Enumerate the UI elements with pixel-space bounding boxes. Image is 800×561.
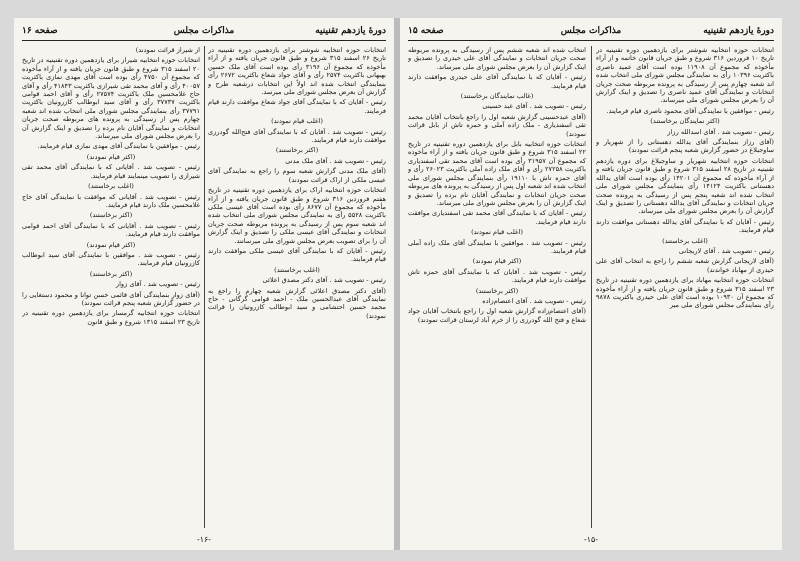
paragraph: از شیراز قرائت نمودند) — [135, 46, 200, 54]
paragraph: (آقای رزاز بنمایندگی آقای یدالله دهستانی را از شهریار و ساوجبلاغ در حضور گزارش شعبه پنجم قرائت نمودند) — [596, 138, 774, 155]
paragraph: رئیس - آقایان که با نمایندگی آقای علی حیدری موافقت دارند قیام فرمایند. — [408, 73, 586, 90]
paragraph: رئیس - تصویب شد . آقایانی که با نمایندگی آقای احمد قوامی موافقت دارند قیام فرمایند. — [22, 221, 200, 239]
text-column-right — [596, 46, 774, 528]
paragraph: رئیس - آقایان که با نمایندگی آقای محمد تقی اسفندیاری موافقت دارند قیام فرمایند. — [408, 209, 586, 226]
paragraph: رئیس - تصویب شد . آقای عبد حسینی — [482, 102, 586, 111]
paragraph: رئیس - آقایان که با نمایندگی آقای یدالله دهستانی موافقت دارند قیام فرمایند. — [596, 217, 774, 235]
paragraph: رئیس - تصویب شد . آقای اعتصام‌زاده — [482, 296, 586, 305]
page-folio: -۱۶- — [197, 535, 211, 544]
paragraph: رئیس - تصویب شد . آقای زوار — [115, 280, 200, 289]
text-column-left — [22, 46, 200, 528]
paragraph: انتخابات حوزه انتخابیه شهریار و ساوجبلاغ برای دوره یازدهم تقنینیه در تاریخ ۲۸ اسفند ۳۱۵ شروع و طبق قانون جریان یافته و از آراء مأخوذه که مجموع آن ۱۴۲۰۱ رأی بوده است آقای یدالله دهستانی باکثریت ۱۴۱۲۴ رأی بنمایندگی مجلس شورای ملی انتخاب شده اند شعبه پنجم پس از رسیدگی به پرونده صحت جریان انتخابات و نمایندگی آقای یدالله دهستانی را تصدیق و اینک گزارش آن را بعرض مجلس شورای ملی میرساند. — [596, 156, 774, 216]
paragraph: رئیس - آقایان که با نمایندگی آقای جواد شعاع موافقت دارند قیام فرمایند. — [208, 98, 386, 115]
paragraph: رئیس - تصویب شد . آقایان که با نمایندگی آقای حمزه تاش موافقت دارند قیام فرمایند. — [408, 267, 586, 285]
text-column-right — [208, 46, 386, 528]
page-header — [22, 24, 386, 41]
paragraph: انتخابات حوزه انتخابیه اراک برای یازدهمین دوره تقنینیه در تاریخ هفتم فروردین ۳۱۶ شروع و طبق قانون جریان یافته و از آراء مأخوذه که مجموع آن ۸۶۷۷ رأی بوده است آقای عیسی ملکی باکثریت ۵۵۲۸ رأی به نمایندگی مجلس شورای ملی انتخاب شده اند شعبه سوم پس از رسیدگی به پرونده مربوطه صحت جریان انتخابات و نمایندگی آقای عیسی ملکی را تصدیق و اینک گزارش آن را برای تصویب بعرض مجلس شورای ملی میرسانند. — [208, 186, 386, 245]
header-page-number: صفحه ۱۶ — [22, 26, 58, 36]
paragraph: انتخابات حوزه انتخابیه گرمسار برای یازدهمین دوره تقنینیه در تاریخ ۲۳ اسفند ۱۳۱۵ شروع و طبق قانون — [22, 309, 200, 326]
paragraph: (آقای زوار بنمایندگی آقای قائمی خسن توانا و محمود دستغایی را در حضور گزارش شعبه پنجم قرائت نمودند) — [22, 290, 200, 307]
paragraph: رئیس - تصویب شد . آقای اسدالله رزاز — [667, 127, 774, 136]
stage-direction: (اکثر نمایندگان برخاستند) — [650, 117, 720, 126]
paragraph: رئیس - تصویب شد . موافقین با نمایندگی آقای ملک زاده آملی قیام فرمایند. — [408, 238, 586, 255]
stage-direction: (اغلب قیام نمودند) — [471, 228, 523, 237]
header-center-title: مذاکرات مجلس — [173, 26, 235, 36]
paragraph: (آقای ملک مدنی گزارش شعبه سوم را راجع به نمایندگی آقای عیسی ملکی از اراک قرائت نمودند) — [208, 167, 386, 184]
text-column-left — [408, 46, 586, 528]
header-center-title: مذاکرات مجلس — [560, 26, 622, 36]
stage-direction: (اغلب برخاستند) — [274, 265, 320, 274]
page-folio: -۱۵- — [584, 535, 598, 544]
paragraph: رئیس - تصویب شد . آقای ملک مدنی — [285, 156, 386, 165]
stage-direction: (اکثر قیام نمودند) — [86, 152, 136, 161]
right-page — [400, 18, 782, 550]
paragraph: انتخابات حوزه انتخابیه مهاباد برای یازدهمین دوره تقنینیه در تاریخ ۲۳ اسفند ۳۱۵ شروع و طبق قانون جریان یافته و از آراء مأخوذه که مجموع آن ۱۰۹۳۰ بوده است آقای علی حیدری باکثریت ۹۸۷۸ رأی بنمایندگی مجلس شورای ملی میر — [596, 276, 774, 310]
column-divider — [204, 46, 205, 528]
stage-direction: (اغلب قیام نمودند) — [271, 117, 323, 126]
header-title: دورهٔ یازدهم تقنینیه — [315, 26, 386, 36]
paragraph: رئیس - موافقین با نمایندگی آقای مهدی نمازی قیام فرمایند. — [37, 142, 200, 151]
stage-direction: (اکثر برخاستند) — [475, 286, 519, 295]
paragraph: انتخاب شده اند شعبه ششم پس از رسیدگی به پرونده مربوطه صحت جریان انتخابات و نمایندگی آقای علی حیدری را تصدیق و اینک گزارش آن را بعرض مجلس شورای ملی میرساند. — [408, 46, 586, 71]
paragraph: رئیس - موافقین با نمایندگی آقای محمود ناصری قیام فرمایند. — [606, 106, 774, 115]
paragraph: (آقای دکتر مصدق اعلائی گزارش شعبه چهارم را راجع به نمایندگی آقای عبدالحسین ملک - احمد قوامی گرگانی - حاج محمد حسین احتشامی و سید ابوطالب کازرونیان را قرائت نمودند) — [208, 286, 386, 320]
stage-direction: (اکثر قیام نمودند) — [472, 257, 522, 266]
stage-direction: (اکثر قیام نمودند) — [86, 240, 136, 249]
stage-direction: (اکثر برخاستند) — [89, 211, 133, 220]
text-columns — [408, 46, 774, 528]
paragraph: رئیس - تصویب شد . آقایانی که موافقت با نمایندگی آقای حاج غلامحسین ملک دارند قیام فرمایند. — [22, 192, 200, 209]
header-page-number: صفحه ۱۵ — [408, 26, 444, 36]
column-divider — [591, 46, 592, 528]
page-header — [408, 24, 774, 41]
stage-direction: (غالب نمایندگان برخاستند) — [460, 92, 534, 101]
paragraph: رئیس - آقایان که با نمایندگی آقای عیسی ملکی موافقت دارند قیام فرمایند. — [208, 246, 386, 264]
left-page — [14, 18, 394, 550]
paragraph: (آقای عبدحسینی گزارش شعبه اول را راجع بانتخاب آقایان محمد تقی اسفندیاری - ملک زاده آملی و حمزه تاش از بابل قرائت نمودند) — [408, 112, 586, 138]
header-title: دورهٔ یازدهم تقنینیه — [703, 26, 774, 36]
paragraph: رئیس - تصویب شد . آقای دکتر مصدق اعلائی — [262, 276, 386, 285]
paragraph: رئیس - تصویب شد . آقایانی که با نمایندگی آقای محمد تقی شیرازی را تصویب مینمایند قیام فرمایند. — [22, 163, 200, 180]
paragraph: (آقای اعتصام‌زاده گزارش شعبه اول را راجع بانتخاب آقایان جواد شعاع و فتح الله گودرزی را از خرم آباد لرستان قرائت نمودند) — [408, 307, 586, 324]
paragraph: رئیس - تصویب شد . موافقین با نمایندگی آقای سید ابوطالب کازرونیان قیام فرمایند. — [22, 250, 200, 268]
paragraph: رئیس - تصویب شد . آقایان که با نمایندگی آقای فتح‌الله گودرزی موافقت دارند قیام فرمایند. — [208, 127, 386, 145]
paragraph: انتخابات حوزه انتخابیه شوشتر برای یازدهمین دوره تقنینیه در تاریخ ۲۶ اسفند ۳۱۵ شروع و طبق قانون جریان یافته و از آراء مأخوذه که مجموع آن ۳۱۹۶ رأی بوده است آقای ملک حسین بهبهانی باکثریت ۲۵۷۴ رأی و آقای جواد شعاع باکثریت ۲۶۷۲ رأی بنمایندگی انتخاب شده اند اولاً این انتخابات درشعبه طرح و گزارش آن بعرض مجلس شورای ملی میرسد. — [208, 46, 386, 97]
text-columns — [22, 46, 386, 528]
stage-direction: (اکثر برخاستند) — [89, 269, 133, 278]
paragraph: رئیس - تصویب شد . آقای لاریجانی — [678, 246, 774, 255]
paragraph: انتخابات حوزه انتخابیه شیراز برای یازدهمین دوره تقنینیه در تاریخ ۲۰ اسفند ۳۱۵ شروع و طبق قانون جریان یافته و از آراء مأخوذه که مجموع آن ۴۷۵۰ رأی بوده است آقای مهدی نمازی باکثریت ۴۰۰۵۷ رأی و آقای محمد تقی شیرازی باکثریت ۴۱۸۴۳ رأی و آقای حاج غلامحسین ملک باکثریت ۲۷۵۷۴ رأی و آقای احمد قوامی باکثریت ۳۷۷۳۷ رأی و آقای سید ابوطالب کازرونیان باکثریت ۳۷۷۹۱ رأی بنمایندگی مجلس شورای ملی انتخاب شده اند شعبه چهارم پس از رسیدگی به پرونده های مربوطه صحت جریان انتخابات و نمایندگی آقایان نام برده را تصدیق و اینک گزارش آن را بعرض مجلس شورای ملی میرساند. — [22, 56, 200, 141]
stage-direction: (اغلب برخاستند) — [662, 236, 708, 245]
paragraph: انتخابات حوزه انتخابیه شوشتر برای یازدهمین دوره تقنینیه در تاریخ ۱۰ فروردین ۳۱۶ شروع و طبق جریان قانون خاتمه و از آراء مأخوذه که مجموع آن ۱۱۹۰۸ بوده است آقای عمید ناصری باکثریت ۱۰۳۹۶ رأی به نمایندگی مجلس شورای ملی انتخاب شده اند شعبه چهارم پس از رسیدگی به پرونده مربوطه صحت جریان انتخابات و نمایندگی آقای عمید ناصری را تصدیق و اینک گزارش آن را بعرض مجلس شورای ملی میرساند. — [596, 46, 774, 105]
stage-direction: (اغلب برخاستند) — [88, 182, 134, 191]
paragraph: (آقای لاریجانی گزارش شعبه ششم را راجع به انتخاب آقای علی حیدری از مهاباد خواندند) — [596, 257, 774, 274]
paragraph: انتخابات حوزه انتخابیه بابل برای یازدهمین دوره تقنینیه در تاریخ ۲۲ اسفند ۳۱۵ شروع و طبق قانون جریان یافته و از آراء مأخوذه که مجموع آن ۳۱۹۵۷ رأی بوده است آقای محمد تقی اسفندیاری باکثریت ۲۷۲۵۸ رأی و آقای ملک زاده آملی باکثریت ۲۶۰۲۳ رأی و آقای حمزه تاش با ۱۹۱۱۰ رأی بنمایندگی مجلس شورای ملی انتخاب شده اند شعبه اول پس از رسیدگی به پرونده های مربوطه صحت جریان انتخابات و نمایندگی آقایان نام برده را تصدیق و اینک گزارش آن را بعرض مجلس شورای ملی میرساند. — [408, 140, 586, 207]
stage-direction: (اکثر برخاستند) — [275, 146, 319, 155]
